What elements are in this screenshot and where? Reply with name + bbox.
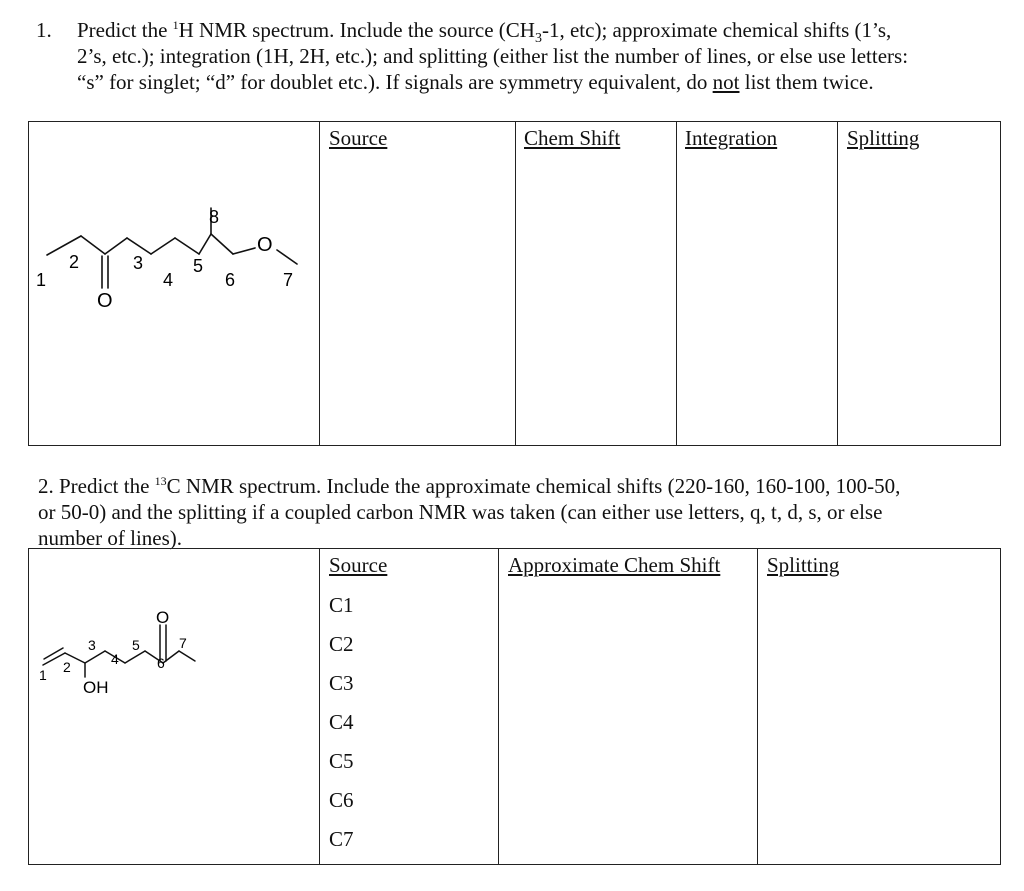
q2-line3: number of lines).: [38, 526, 183, 550]
q2-line1-sup: 13: [154, 474, 167, 488]
q2-line1: [38, 474, 900, 498]
q2-source-c1: C1: [329, 593, 354, 617]
q1-atom-o-ether: O: [257, 234, 273, 256]
q1-label-6: 6: [225, 270, 236, 290]
q2-source-c5: C5: [329, 749, 354, 773]
q2-label-3: 3: [88, 637, 96, 653]
q2-label-2: 2: [63, 659, 71, 675]
q2-atom-o-carbonyl: O: [156, 608, 170, 627]
q1-label-4: 4: [163, 270, 174, 290]
q1-header-source: Source: [329, 126, 388, 150]
q2-source-c6: C6: [329, 788, 354, 812]
q1-line2: 2’s, etc.); integration (1H, 2H, etc.); and splitting (either list the number of lines, or else use letters:: [77, 44, 909, 68]
q2-col-divider: [757, 549, 758, 864]
q1-line1-sup: 1: [172, 18, 179, 32]
q2-line1-b: C NMR spectrum. Include the approximate chemical shifts (220-160, 160-100, 100-50,: [166, 474, 901, 498]
q2-molecule-structure: [29, 549, 319, 859]
q2-table: [28, 548, 1001, 865]
q1-atom-o-carbonyl: O: [97, 290, 113, 312]
q1-label-2: 2: [69, 252, 80, 272]
q2-header-splitting: Splitting: [767, 553, 840, 577]
q1-col-divider: [676, 122, 677, 445]
q2-line1-a: 2. Predict the: [38, 474, 155, 498]
q2-label-1: 1: [39, 667, 47, 683]
q1-label-7: 7: [283, 270, 294, 290]
q1-label-3: 3: [133, 253, 144, 273]
q2-col-divider: [498, 549, 499, 864]
q2-header-source: Source: [329, 553, 388, 577]
q1-label-8: 8: [209, 207, 220, 227]
q1-line3-a: “s” for singlet; “d” for doublet etc.). If signals are symmetry equivalent, do: [77, 70, 713, 94]
q2-label-5: 5: [132, 637, 140, 653]
q1-line1-c: -1, etc); approximate chemical shifts (1’s,: [541, 18, 892, 42]
q1-line3-b: list them twice.: [739, 70, 874, 94]
q1-molecule-structure: [29, 122, 319, 442]
q2-label-7: 7: [179, 635, 187, 651]
q1-header-splitting: Splitting: [847, 126, 920, 150]
q2-col-divider: [319, 549, 320, 864]
q2-source-c7: C7: [329, 827, 354, 851]
q2-atom-oh: OH: [83, 678, 109, 697]
q2-label-6: 6: [157, 655, 165, 671]
q1-label-1: 1: [36, 270, 47, 290]
q1-number: 1.: [36, 18, 52, 42]
q2-line2: or 50-0) and the splitting if a coupled carbon NMR was taken (can either use letters, q, t, d, s, or else: [38, 500, 883, 524]
q1-col-divider: [837, 122, 838, 445]
q1-header-chem-shift: Chem Shift: [524, 126, 621, 150]
q2-label-4: 4: [111, 651, 119, 667]
q2-source-c2: C2: [329, 632, 354, 656]
q1-line1-sub: 3: [534, 31, 542, 47]
q1-line3-underlined: not: [712, 70, 740, 94]
q2-header-approx-chem-shift: Approximate Chem Shift: [508, 553, 721, 577]
q1-table: [28, 121, 1001, 446]
q2-source-c3: C3: [329, 671, 354, 695]
q1-label-5: 5: [193, 256, 204, 276]
q1-line1-b: H NMR spectrum. Include the source (CH: [178, 18, 535, 42]
q1-col-divider: [515, 122, 516, 445]
q1-col-divider: [319, 122, 320, 445]
q1-header-integration: Integration: [685, 126, 778, 150]
q2-source-c4: C4: [329, 710, 354, 734]
q1-line1-a: Predict the: [77, 18, 173, 42]
q1-line3: [77, 70, 874, 94]
